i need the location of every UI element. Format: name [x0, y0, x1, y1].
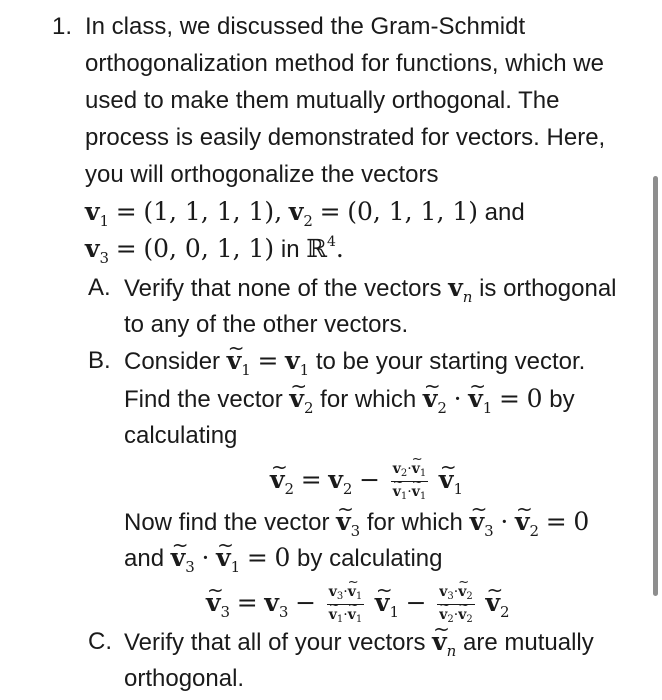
equation-v3-tilde: ~ $v_3 = v_3$ − $v_3\cdot\sim$ $v_1$ ~ $v_1\cdot\sim$ $v_1$ ~ $v_1$ − $v_3\cdot\sim$ $v_2$ ~ $v_2\cdot\sim$ $v_2$ ~ $v_2$ — [206, 583, 510, 626]
real-space: ℝ — [306, 234, 327, 263]
part-c-line-1: Verify that all of your vectors ~ $v_n$ are mutually — [124, 627, 594, 660]
vectors-line-2: $v_3 = (0$, 0, 1, 1) in ℝ$^4$. — [85, 234, 344, 267]
part-c-label: C. — [88, 628, 112, 655]
intro-line-5: you will orthogonalize the vectors — [85, 161, 439, 188]
part-b-line-2: Find the vector ~ $v_2$ for which ~ $v_2$ · ~ $v_1 = 0$ by — [124, 384, 575, 417]
part-a-line-2: to any of the other vectors. — [124, 311, 409, 338]
v3-value: (0, 0, 1, 1) — [143, 234, 275, 263]
vectors-line-1: $v_1 = (1$, 1, 1, 1), $v_2 = (0$, 1, 1, 1) and — [85, 197, 525, 230]
intro-line-1: In class, we discussed the Gram-Schmidt — [85, 13, 526, 40]
part-b-line-5: and ~ $v_3$ · ~ $v_1 = 0$ by calculating — [124, 543, 442, 576]
part-a-label: A. — [88, 274, 111, 301]
part-b-line-4: Now find the vector ~ $v_3$ for which ~ $v_3$ · ~ $v_2 = 0$ — [124, 507, 589, 540]
part-a-line-1: Verify that none of the vectors $v_n$ is orthogonal — [124, 273, 617, 306]
intro-line-2: orthogonalization method for functions, which we — [85, 50, 604, 77]
problem-number: 1. — [52, 13, 73, 40]
part-b-label: B. — [88, 347, 111, 374]
intro-line-3: used to make them mutually orthogonal. The — [85, 87, 560, 114]
scrollbar[interactable] — [653, 176, 658, 596]
fraction: $v_3\cdot\sim$ $v_2$ ~ $v_2\cdot\sim$ $v_2$ — [437, 583, 474, 626]
and-text: and — [484, 199, 525, 226]
fraction: $v_3\cdot\sim$ $v_1$ ~ $v_1\cdot\sim$ $v_1$ — [327, 583, 364, 626]
v1-value: (1, 1, 1, 1) — [143, 197, 275, 226]
part-b-line-3: calculating — [124, 422, 238, 449]
in-text: in — [280, 236, 300, 263]
fraction: $v_2\cdot\sim$ $v_1$ ~ $v_1\cdot\sim$ $v_1$ — [391, 460, 428, 503]
v2-value: (0, 1, 1, 1) — [347, 197, 478, 226]
equation-v2-tilde: ~ $v_2 = v_2$ − $v_2\cdot\sim$ $v_1$ ~ $v_1\cdot\sim$ $v_1$ ~ $v_1$ — [270, 460, 463, 503]
part-c-line-2: orthogonal. — [124, 665, 245, 692]
space-dimension: 4 — [327, 234, 336, 250]
part-b-line-1: Consider ~ $v_1 = v_1$ to be your starting vector. — [124, 346, 585, 379]
intro-line-4: process is easily demonstrated for vectors. Here, — [85, 124, 606, 151]
